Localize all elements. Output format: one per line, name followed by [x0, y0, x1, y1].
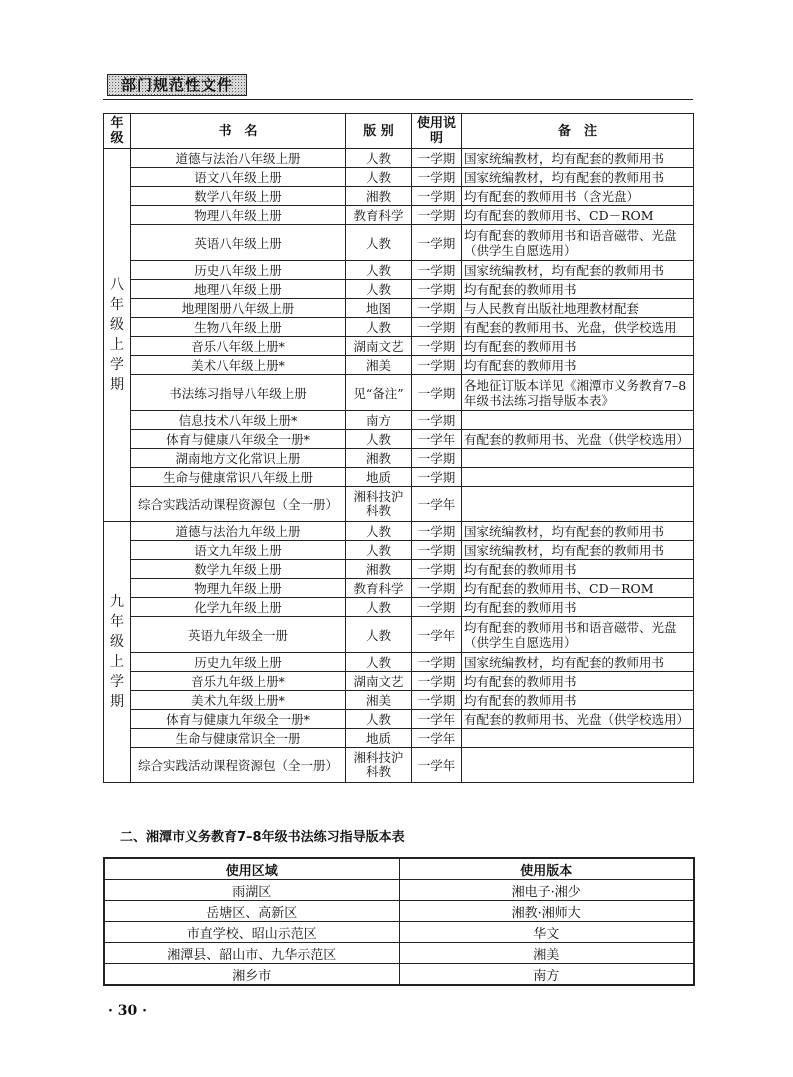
note: 国家统编教材，均有配套的教师用书 [462, 653, 694, 672]
book-name: 生命与健康常识八年级上册 [131, 468, 346, 487]
table-row [104, 672, 694, 691]
usage: 一学期 [412, 411, 462, 430]
note: 有配套的教师用书、光盘（供学校选用） [462, 430, 694, 449]
usage: 一学期 [412, 168, 462, 187]
table-row [104, 943, 694, 964]
book-name: 音乐八年级上册* [131, 337, 346, 356]
book-name: 道德与法治八年级上册 [131, 149, 346, 168]
used-version: 湘美 [399, 943, 694, 964]
version: 人教 [346, 617, 412, 653]
table-row [104, 560, 694, 579]
version: 人教 [346, 225, 412, 261]
version: 教育科学 [346, 206, 412, 225]
table-row [104, 579, 694, 598]
usage: 一学期 [412, 468, 462, 487]
usage: 一学期 [412, 356, 462, 375]
book-name: 生物八年级上册 [131, 318, 346, 337]
note: 国家统编教材，均有配套的教师用书 [462, 168, 694, 187]
book-name: 物理九年级上册 [131, 579, 346, 598]
usage: 一学期 [412, 560, 462, 579]
table-row [104, 411, 694, 430]
version: 湘美 [346, 356, 412, 375]
usage: 一学期 [412, 337, 462, 356]
book-name: 生命与健康常识全一册 [131, 729, 346, 748]
calligraphy-version-table [103, 857, 695, 986]
book-name: 音乐九年级上册* [131, 672, 346, 691]
section-badge: 部门规范性文件 [107, 74, 247, 96]
grade-cell [104, 149, 131, 522]
header-grade: 年级 [104, 114, 131, 149]
used-version: 湘教·湘师大 [399, 901, 694, 922]
version: 湘科技沪科教 [346, 748, 412, 783]
table-row [104, 261, 694, 280]
version: 人教 [346, 430, 412, 449]
used-version: 南方 [399, 964, 694, 986]
table-row [104, 356, 694, 375]
table-row [104, 149, 694, 168]
note: 均有配套的教师用书和语音磁带、光盘（供学生自愿选用） [462, 617, 694, 653]
book-name: 湖南地方文化常识上册 [131, 449, 346, 468]
usage: 一学期 [412, 522, 462, 541]
table-row [104, 430, 694, 449]
used-version: 华文 [399, 922, 694, 943]
usage: 一学期 [412, 579, 462, 598]
table-row [104, 468, 694, 487]
usage: 一学期 [412, 375, 462, 411]
book-name: 数学九年级上册 [131, 560, 346, 579]
grade-label: 八年级上学期 [110, 277, 124, 393]
note: 均有配套的教师用书 [462, 598, 694, 617]
version: 人教 [346, 598, 412, 617]
version: 人教 [346, 522, 412, 541]
usage: 一学期 [412, 261, 462, 280]
table-row [104, 522, 694, 541]
note: 国家统编教材，均有配套的教师用书 [462, 149, 694, 168]
note [462, 411, 694, 430]
table-row [104, 880, 694, 901]
note: 均有配套的教师用书（含光盘） [462, 187, 694, 206]
usage: 一学期 [412, 187, 462, 206]
version: 人教 [346, 653, 412, 672]
table-row [104, 729, 694, 748]
version: 见“备注” [346, 375, 412, 411]
calligraphy-table-body [104, 880, 694, 986]
header-usage: 使用说明 [412, 114, 462, 149]
book-name: 书法练习指导八年级上册 [131, 375, 346, 411]
version: 人教 [346, 318, 412, 337]
page-number: · 30 · [108, 1003, 147, 1019]
usage: 一学期 [412, 598, 462, 617]
grade-label: 九年级上学期 [110, 594, 124, 710]
version: 人教 [346, 541, 412, 560]
book-name: 体育与健康八年级全一册* [131, 430, 346, 449]
section-2-title: 二、湘潭市义务教育7–8年级书法练习指导版本表 [120, 830, 405, 845]
table-row [104, 653, 694, 672]
version: 湖南文艺 [346, 672, 412, 691]
book-name: 综合实践活动课程资源包（全一册） [131, 487, 346, 522]
table-row [104, 691, 694, 710]
table-row [104, 748, 694, 783]
table-row [104, 487, 694, 522]
note: 均有配套的教师用书、CD－ROM [462, 579, 694, 598]
version: 人教 [346, 261, 412, 280]
note [462, 449, 694, 468]
book-name: 语文九年级上册 [131, 541, 346, 560]
book-name: 英语九年级全一册 [131, 617, 346, 653]
region: 雨湖区 [104, 880, 399, 901]
note: 均有配套的教师用书 [462, 560, 694, 579]
note: 均有配套的教师用书 [462, 672, 694, 691]
note: 均有配套的教师用书 [462, 337, 694, 356]
note: 均有配套的教师用书 [462, 691, 694, 710]
header-rule [103, 99, 693, 100]
note [462, 487, 694, 522]
usage: 一学年 [412, 430, 462, 449]
grade-cell [104, 522, 131, 783]
version: 人教 [346, 710, 412, 729]
book-name: 数学八年级上册 [131, 187, 346, 206]
note: 有配套的教师用书、光盘（供学校选用） [462, 710, 694, 729]
book-name: 道德与法治九年级上册 [131, 522, 346, 541]
version: 湘美 [346, 691, 412, 710]
version: 地图 [346, 299, 412, 318]
version: 教育科学 [346, 579, 412, 598]
table-row [104, 337, 694, 356]
usage: 一学期 [412, 206, 462, 225]
book-name: 美术九年级上册* [131, 691, 346, 710]
table-row [104, 901, 694, 922]
book-name: 体育与健康九年级全一册* [131, 710, 346, 729]
version: 湘教 [346, 449, 412, 468]
book-name: 历史九年级上册 [131, 653, 346, 672]
region: 湘潭县、韶山市、九华示范区 [104, 943, 399, 964]
table-row [104, 280, 694, 299]
note [462, 748, 694, 783]
table-row [104, 541, 694, 560]
table-row [104, 922, 694, 943]
table-row [104, 299, 694, 318]
region: 岳塘区、高新区 [104, 901, 399, 922]
version: 湘科技沪科教 [346, 487, 412, 522]
table-row [104, 168, 694, 187]
table-row [104, 318, 694, 337]
usage: 一学期 [412, 653, 462, 672]
version: 人教 [346, 168, 412, 187]
note: 均有配套的教师用书 [462, 280, 694, 299]
usage: 一学期 [412, 280, 462, 299]
table-row [104, 710, 694, 729]
usage: 一学期 [412, 299, 462, 318]
usage: 一学年 [412, 487, 462, 522]
usage: 一学期 [412, 225, 462, 261]
used-version: 湘电子·湘少 [399, 880, 694, 901]
table-row [104, 617, 694, 653]
header-note: 备 注 [462, 114, 694, 149]
textbook-table-header [104, 114, 694, 149]
usage: 一学年 [412, 617, 462, 653]
usage: 一学期 [412, 318, 462, 337]
usage: 一学期 [412, 691, 462, 710]
version: 湖南文艺 [346, 337, 412, 356]
book-name: 地理图册八年级上册 [131, 299, 346, 318]
region: 市直学校、昭山示范区 [104, 922, 399, 943]
book-name: 信息技术八年级上册* [131, 411, 346, 430]
book-name: 地理八年级上册 [131, 280, 346, 299]
book-name: 化学九年级上册 [131, 598, 346, 617]
region: 湘乡市 [104, 964, 399, 986]
book-name: 综合实践活动课程资源包（全一册） [131, 748, 346, 783]
calligraphy-table-header [104, 858, 694, 880]
usage: 一学期 [412, 149, 462, 168]
note: 各地征订版本详见《湘潭市义务教育7–8年级书法练习指导版本表》 [462, 375, 694, 411]
note: 国家统编教材，均有配套的教师用书 [462, 541, 694, 560]
usage: 一学期 [412, 541, 462, 560]
textbook-table-body [104, 149, 694, 783]
header-book-name: 书 名 [131, 114, 346, 149]
version: 湘教 [346, 187, 412, 206]
version: 地质 [346, 729, 412, 748]
table-row [104, 225, 694, 261]
table-row [104, 206, 694, 225]
book-name: 物理八年级上册 [131, 206, 346, 225]
usage: 一学期 [412, 449, 462, 468]
usage: 一学期 [412, 672, 462, 691]
note: 与人民教育出版社地理教材配套 [462, 299, 694, 318]
note: 均有配套的教师用书、CD－ROM [462, 206, 694, 225]
note: 均有配套的教师用书和语音磁带、光盘（供学生自愿选用） [462, 225, 694, 261]
note [462, 729, 694, 748]
version: 人教 [346, 280, 412, 299]
header-version: 版 别 [346, 114, 412, 149]
book-name: 历史八年级上册 [131, 261, 346, 280]
book-name: 语文八年级上册 [131, 168, 346, 187]
version: 人教 [346, 149, 412, 168]
table-row [104, 187, 694, 206]
book-name: 美术八年级上册* [131, 356, 346, 375]
note: 国家统编教材，均有配套的教师用书 [462, 261, 694, 280]
version: 地质 [346, 468, 412, 487]
book-name: 英语八年级上册 [131, 225, 346, 261]
note: 均有配套的教师用书 [462, 356, 694, 375]
table-row [104, 449, 694, 468]
textbook-table [103, 113, 694, 783]
header-used-version: 使用版本 [399, 858, 694, 880]
header-region: 使用区域 [104, 858, 399, 880]
note: 有配套的教师用书、光盘，供学校选用 [462, 318, 694, 337]
table-row [104, 964, 694, 986]
usage: 一学年 [412, 710, 462, 729]
version: 南方 [346, 411, 412, 430]
table-row [104, 598, 694, 617]
version: 湘教 [346, 560, 412, 579]
table-row [104, 375, 694, 411]
note: 国家统编教材，均有配套的教师用书 [462, 522, 694, 541]
usage: 一学年 [412, 748, 462, 783]
usage: 一学年 [412, 729, 462, 748]
note [462, 468, 694, 487]
